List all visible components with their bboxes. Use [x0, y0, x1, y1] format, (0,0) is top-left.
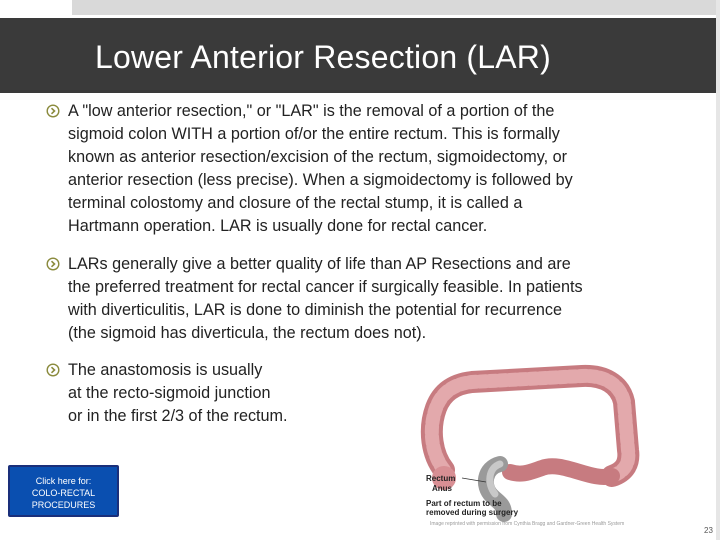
bullet-text: The anastomosis is usually at the recto-sigmoid junction or in the first 2/3 of the rectum. [68, 361, 288, 425]
circle-arrow-icon [46, 363, 60, 377]
button-line-1: Click here for: [35, 476, 92, 486]
top-decor-bar [72, 0, 720, 15]
image-credit: Image reprinted with permission from Cynthia Bragg and Gardner-Green Health System [430, 521, 625, 527]
removal-label-line-1: Part of rectum to be [426, 499, 502, 508]
colon-illustration [392, 360, 692, 528]
bullet-text: A "low anterior resection," or "LAR" is the removal of a portion of the sigmoid colon WITH a portion of/or the entire rectum. This is formally known as anterior resection/excision of the rectum, sigmoidectomy, or anterior resection (less precise). When a sigmoidectomy is followed by terminal colostomy and closure of the rectal stump, it is called a Hartmann operation. LAR is usually done for rectal cancer. [68, 102, 573, 235]
removal-label-line-2: removed during surgery [426, 508, 519, 517]
colorectal-procedures-button[interactable] [8, 465, 119, 517]
slide-title: Lower Anterior Resection (LAR) [95, 39, 551, 75]
page-number: 23 [704, 526, 713, 535]
button-line-3: PROCEDURES [31, 500, 96, 510]
button-line-2: COLO-RECTAL [31, 488, 96, 498]
rectum-label: Rectum [426, 474, 456, 483]
bullet-text: LARs generally give a better quality of life than AP Resections and are the preferred treatment for rectal cancer if surgically feasible. In patients with diverticulitis, LAR is done to diminish the potential for recurrence (the sigmoid has diverticula, the rectum does not). [68, 255, 583, 342]
anus-label: Anus [432, 484, 452, 493]
circle-arrow-icon [46, 257, 60, 271]
circle-arrow-icon [46, 104, 60, 118]
right-edge-decor [716, 0, 720, 540]
colon-drawing [432, 376, 629, 490]
